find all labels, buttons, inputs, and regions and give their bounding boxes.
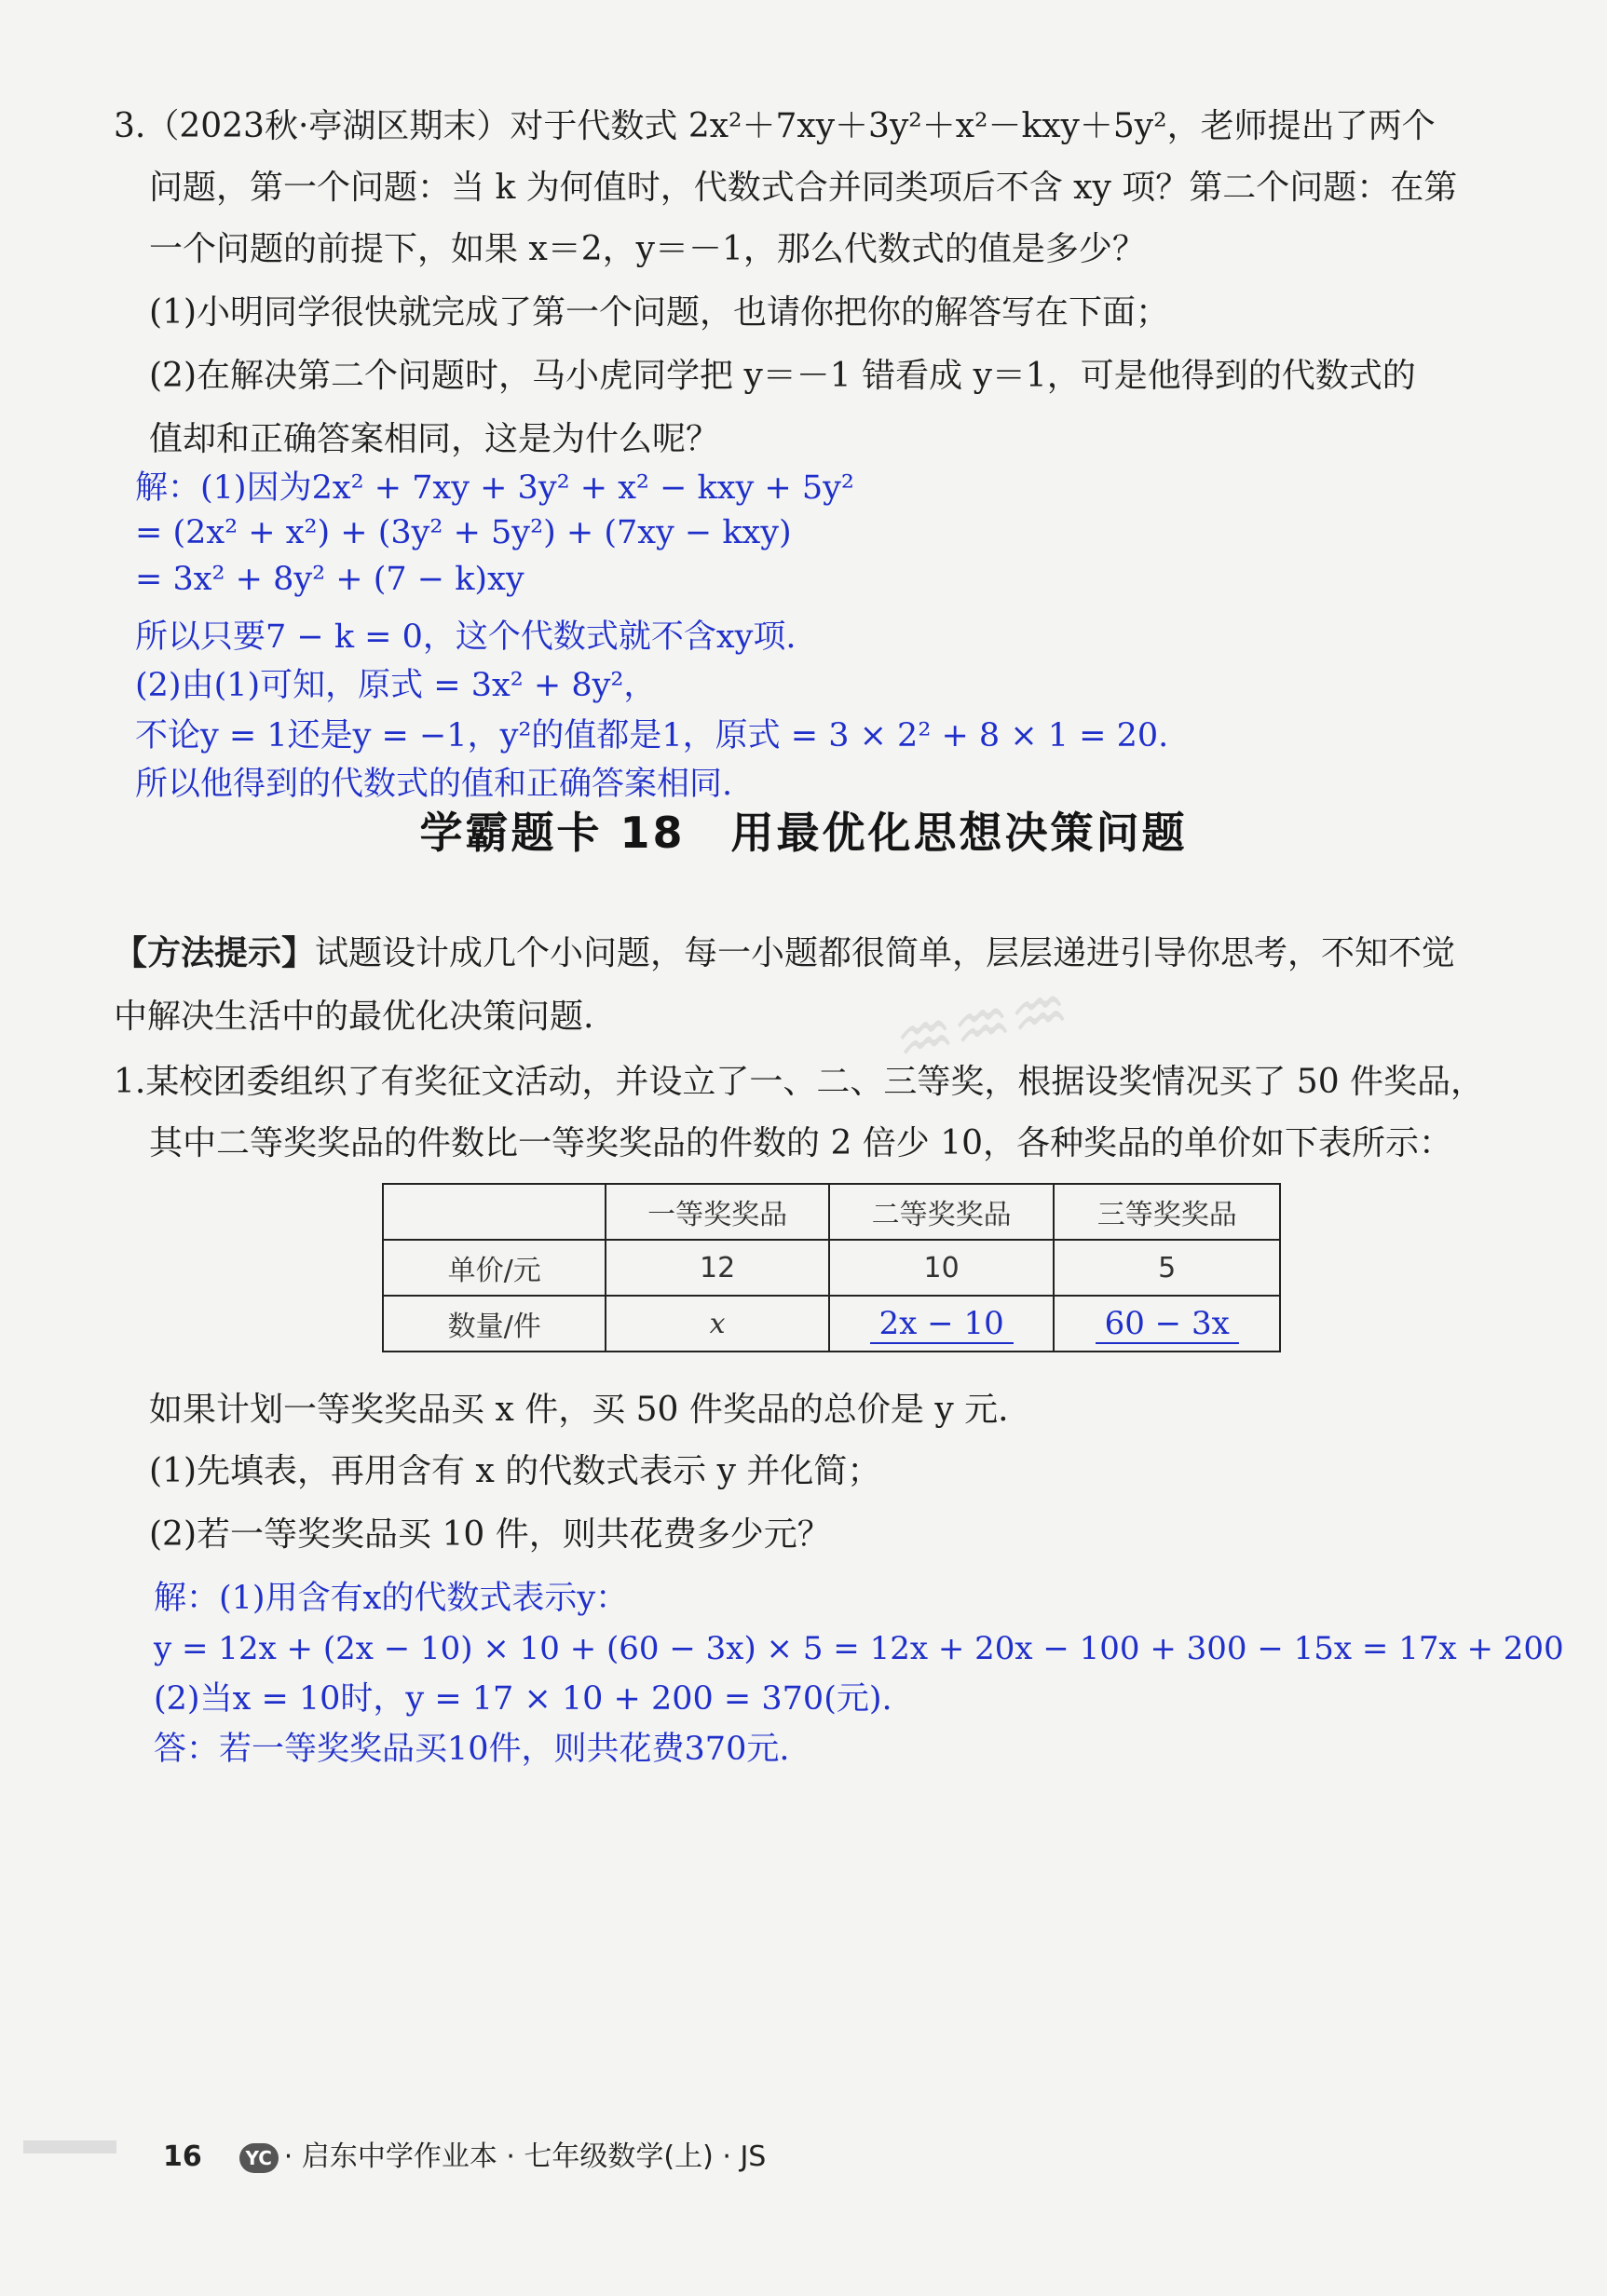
answer3-line3: = 3x² + 8y² + (7 − k)xy: [135, 561, 524, 598]
answer1-line4: 答：若一等奖奖品买10件，则共花费370元.: [154, 1731, 790, 1768]
problem3-line4: (1)小明同学很快就完成了第一个问题，也请你把你的解答写在下面；: [149, 293, 1169, 332]
filled-answer: 60 − 3x: [1096, 1305, 1239, 1344]
answer1-line3: (2)当x = 10时，y = 17 × 10 + 200 = 370(元).: [154, 1680, 892, 1718]
answer3-line6: 不论y = 1还是y = −1，y²的值都是1，原式 = 3 × 2² + 8 × 1 = 20.: [135, 717, 1169, 754]
problem1-line1: 1.某校团委组织了有奖征文活动，并设立了一、二、三等奖，根据设奖情况买了 50 件奖品，: [114, 1063, 1485, 1101]
header-cell: 一等奖奖品: [606, 1184, 828, 1240]
answer1-line2: y = 12x + (2x − 10) × 10 + (60 − 3x) × 5 = 12x + 20x − 100 + 300 − 15x = 17x + 200: [154, 1630, 1564, 1667]
problem3-line5: (2)在解决第二个问题时，马小虎同学把 y＝－1 错看成 y＝1，可是他得到的代数式的: [149, 357, 1416, 395]
problem1-line4: (1)先填表，再用含有 x 的代数式表示 y 并化简；: [149, 1452, 881, 1490]
answer3-line2: = (2x² + x²) + (3y² + 5y²) + (7xy − kxy): [135, 514, 792, 551]
price-label: 单价/元: [383, 1240, 606, 1296]
quantity-cell: [829, 1296, 1055, 1352]
problem1-line5: (2)若一等奖奖品买 10 件，则共花费多少元？: [149, 1515, 831, 1554]
method-tip-line1: [114, 931, 1455, 976]
quantity-cell: [1054, 1296, 1280, 1352]
answer3-line7: 所以他得到的代数式的值和正确答案相同.: [135, 766, 733, 803]
footer-text: · 启东中学作业本 · 七年级数学(上) · JS: [283, 2140, 767, 2173]
table-row: [383, 1184, 1280, 1240]
page-number: 16: [163, 2140, 202, 2173]
footer-bar: [23, 2140, 116, 2153]
problem3-line1: 3.（2023秋·亭湖区期末）对于代数式 2x²＋7xy＋3y²＋x²－kxy＋5y²，老师提出了两个: [114, 107, 1436, 145]
section-title: 学霸题卡 18 用最优化思想决策问题: [419, 808, 1188, 858]
quantity-cell: x: [606, 1296, 828, 1352]
method-tag: 【方法提示】: [114, 934, 316, 972]
answer3-line5: (2)由(1)可知，原式 = 3x² + 8y²，: [135, 667, 657, 704]
header-cell: [383, 1184, 606, 1240]
page-footer: [163, 2133, 766, 2174]
prize-table: [382, 1183, 1281, 1352]
problem3-line3: 一个问题的前提下，如果 x＝2，y＝－1，那么代数式的值是多少？: [149, 230, 1146, 268]
watermark-logo: ♒♒♒: [888, 970, 1076, 1081]
header-cell: 二等奖奖品: [829, 1184, 1055, 1240]
price-cell: 12: [606, 1240, 828, 1296]
table-row: [383, 1296, 1280, 1352]
problem3-line6: 值却和正确答案相同，这是为什么呢？: [149, 420, 720, 458]
price-cell: 10: [829, 1240, 1055, 1296]
yc-logo-icon: YC: [239, 2143, 279, 2173]
problem1-line3: 如果计划一等奖奖品买 x 件，买 50 件奖品的总价是 y 元.: [149, 1391, 1009, 1429]
method-text1: 试题设计成几个小问题，每一小题都很简单，层层递进引导你思考，不知不觉: [315, 934, 1456, 972]
method-tip-line2: 中解决生活中的最优化决策问题.: [114, 998, 594, 1036]
table-row: [383, 1240, 1280, 1296]
price-cell: 5: [1054, 1240, 1280, 1296]
problem3-line2: 问题，第一个问题：当 k 为何值时，代数式合并同类项后不含 xy 项？第二个问题：在第: [149, 169, 1458, 207]
header-cell: 三等奖奖品: [1054, 1184, 1280, 1240]
problem1-line2: 其中二等奖奖品的件数比一等奖奖品的件数的 2 倍少 10，各种奖品的单价如下表所示：: [149, 1124, 1453, 1162]
quantity-label: 数量/件: [383, 1296, 606, 1352]
answer1-line1: 解：(1)用含有x的代数式表示y：: [154, 1580, 629, 1617]
answer3-line1: 解：(1)因为2x² + 7xy + 3y² + x² − kxy + 5y²: [135, 469, 854, 507]
answer3-line4: 所以只要7 − k = 0，这个代数式就不含xy项.: [135, 618, 797, 656]
filled-answer: 2x − 10: [870, 1305, 1014, 1344]
